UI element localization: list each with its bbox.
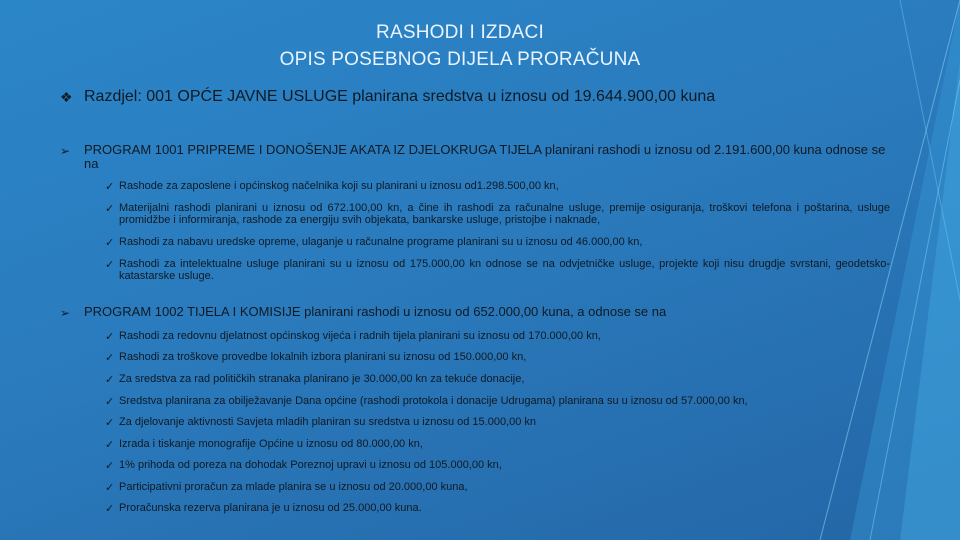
list-item: ✓ Rashodi za nabavu uredske opreme, ulaganje u računalne programe planirani su u iznosu od 46.000,00 kn, (105, 236, 643, 249)
check-bullet-icon: ✓ (105, 237, 115, 249)
check-bullet-icon: ✓ (105, 503, 115, 515)
list-item: ✓ Rashodi za troškove provedbe lokalnih izbora planirani su iznosu od 150.000,00 kn, (105, 351, 527, 364)
list-item: ✓ Participativni proračun za mlade planira se u iznosu od 20.000,00 kuna, (105, 481, 468, 494)
check-bullet-icon: ✓ (105, 417, 115, 429)
check-bullet-icon: ✓ (105, 331, 115, 343)
title-line-2: OPIS POSEBNOG DIJELA PRORAČUNA (279, 49, 641, 70)
title-line-1: RASHODI I IZDACI (376, 22, 544, 43)
check-bullet-icon: ✓ (105, 203, 115, 215)
razdjel-row (60, 88, 890, 106)
list-item: ✓ Rashodi za redovnu djelatnost općinskog vijeća i radnih tijela planirani su iznosu od 170.000,00 kn, (105, 330, 601, 343)
program-1002-heading: PROGRAM 1002 TIJELA I KOMISIJE planirani rashodi u iznosu od 652.000,00 kuna, a odnose se na (84, 304, 667, 319)
list-item: ✓ Za djelovanje aktivnosti Savjeta mladih planiran su sredstva u iznosu od 15.000,00 kn (105, 416, 537, 429)
check-bullet-icon: ✓ (105, 352, 115, 364)
check-bullet-icon: ✓ (105, 439, 115, 451)
list-item: ✓ 1% prihoda od poreza na dohodak Poreznoj upravi u iznosu od 105.000,00 kn, (105, 459, 502, 472)
check-bullet-icon: ✓ (105, 460, 115, 472)
arrow-bullet-icon: ➢ (60, 144, 71, 158)
check-bullet-icon: ✓ (105, 259, 115, 271)
razdjel-text: Razdjel: 001 OPĆE JAVNE USLUGE planirana sredstva u iznosu od 19.644.900,00 kuna (84, 88, 716, 105)
list-item: ✓ Rashode za zaposlene i općinskog načelnika koji su planirani u iznosu od1.298.500,00 kn, (105, 180, 559, 193)
check-bullet-icon: ✓ (105, 181, 115, 193)
list-item: ✓ Materijalni rashodi planirani u iznosu od 672.100,00 kn, a čine ih rashodi za računalne usluge, premije osiguranja, troškovi telefona i poštarina, usluge promidžbe i informiranja, rashode za energiju svih objekata, bankarske usluge, pristojbe i naknade, (105, 202, 890, 226)
program-1001-row (60, 143, 890, 171)
list-item: ✓ Proračunska rezerva planirana je u iznosu od 25.000,00 kuna. (105, 502, 422, 515)
check-bullet-icon: ✓ (105, 482, 115, 494)
check-bullet-icon: ✓ (105, 396, 115, 408)
list-item: ✓ Za sredstva za rad političkih stranaka planirano je 30.000,00 kn za tekuće donacije, (105, 373, 525, 386)
list-item: ✓ Sredstva planirana za obilježavanje Dana općine (rashodi protokola i donacije Udrugama) planirana su u iznosu od 57.000,00 kn, (105, 395, 748, 408)
program-1002-row (60, 305, 890, 321)
list-item: ✓ Izrada i tiskanje monografije Općine u iznosu od 80.000,00 kn, (105, 438, 423, 451)
list-item: ✓ Rashodi za intelektualne usluge planirani su u iznosu od 175.000,00 kn odnose se na odvjetničke usluge, projekte koji nisu drugdje svrstani, geodetsko- katastarske usluge. (105, 258, 890, 282)
arrow-bullet-icon: ➢ (60, 306, 71, 320)
program-1001-heading: PROGRAM 1001 PRIPREME I DONOŠENJE AKATA IZ DJELOKRUGA TIJELA planirani rashodi u iznosu od 2.191.600,00 kuna odnose se na (84, 142, 886, 171)
check-bullet-icon: ✓ (105, 374, 115, 386)
diamond-bullet-icon: ❖ (60, 89, 73, 105)
